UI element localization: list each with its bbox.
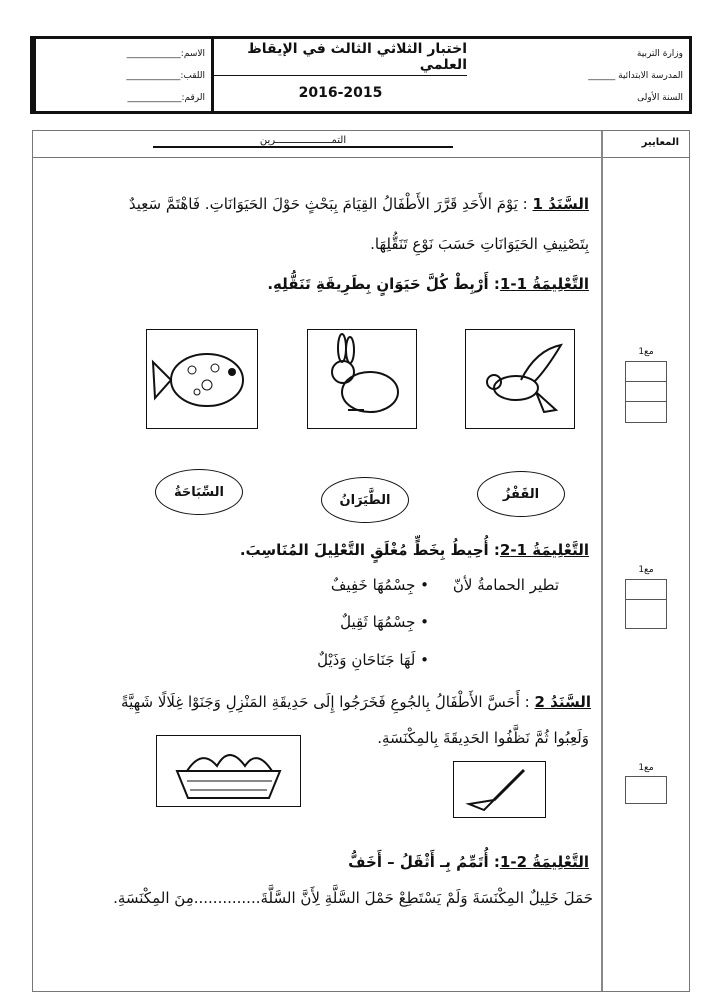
instruction-text: : أَرْبِطْ كُلَّ حَيَوَانٍ بِطَرِيقَةِ تَنَقُّلِهِ. [267,275,500,293]
exercise-table [32,130,690,992]
exam-title-block [211,39,467,111]
instruction-label: التَّعْلِيمَةُ 1-1 [499,275,589,293]
school: المدرسة الابتدائية ______ [588,71,683,81]
score-box[interactable] [625,361,667,423]
q1-text: : يَوْمَ الأَحَدِ قَرَّرَ الأَطْفَالُ القِيَامَ بِبَحْثٍ حَوْلَ الحَيَوَانَاتِ. فَاهْتَمَّ سَعِيدٌ [128,195,533,213]
q2-label: السَّنَدُ 2 [534,693,591,711]
criterion-label: مع1 [638,565,654,575]
school-year: 2016-2015 [298,85,383,102]
instruction-text: : أُتَمِّمُ بِـ أَثْقَلُ – أَخَفُّ [348,853,500,871]
instruction-label: التَّعْلِيمَةُ 2-1 [499,853,589,871]
question-stem: تطير الحمامةُ لأنّ [452,576,559,594]
dove-image [465,329,575,429]
option[interactable]: • لَهَا جَنَاحَانِ وَذَيْلٌ [317,651,429,669]
q2-text: : أَحَسَّ الأَطْفَالُ بِالجُوعِ فَخَرَجُوا إِلَى حَدِيقَةِ المَنْزِلِ وَجَنَوْا غِلَالًا شَهِيَّةً [121,693,535,711]
oval-jumping[interactable]: القَفْزُ [477,471,565,517]
fish-image [146,329,258,429]
student-info [33,39,211,111]
number-field[interactable]: الرقم:____________ [127,93,205,103]
q1-label: السَّنَدُ 1 [532,195,589,213]
q2-text-2: وَلَعِبُوا ثُمَّ نَظَّفُوا الحَدِيقَةَ بِالمِكْنَسَةِ. [377,729,589,747]
criterion-label: مع1 [638,347,654,357]
rabbit-image [307,329,417,429]
broom-image [453,761,546,818]
surname-field[interactable]: اللقب:____________ [126,71,205,81]
table-header [33,131,689,158]
score-box[interactable] [625,776,667,804]
school-info [467,39,689,111]
criteria-header: المعايير [641,137,679,148]
fill-in-sentence[interactable]: حَمَلَ خَلِيلٌ المِكْنَسَةَ وَلَمْ يَسْتَطِعْ حَمْلَ السَّلَّةِ لِأَنَّ السَّلَّةَ..............مِنَ المِكْنَسَةِ. [113,889,593,907]
option[interactable]: • جِسْمُهَا خَفِيفٌ [330,576,429,594]
oval-swimming[interactable]: السِّبَاحَةُ [155,469,243,515]
exam-title: اختبار الثلاثي الثالث في الإيقاظ العلمي [214,39,467,76]
ministry: وزارة التربية [636,49,683,59]
instruction-label: التَّعْلِيمَةُ 1-2 [499,541,589,559]
name-field[interactable]: الاسم:____________ [126,49,205,59]
exercise-header: التمـــــــــــــــــــرين [153,135,453,148]
instruction-text: : أُحِيطُ بِخَطٍّ مُغْلَقٍ التَّعْلِيلَ المُنَاسِبَ. [239,541,500,559]
criterion-label: مع1 [638,763,654,773]
score-box[interactable] [625,579,667,629]
basket-image [156,735,301,807]
criteria-column [601,131,689,991]
q1-text-2: بِتَصْنِيفِ الحَيَوَانَاتِ حَسَبَ نَوْعِ تَنَقُّلِهَا. [370,235,589,253]
oval-flying[interactable]: الطَّيَرَانُ [321,477,409,523]
exam-header [30,36,692,114]
option[interactable]: • جِسْمُهَا ثَقِيلٌ [340,613,429,631]
grade: السنة الأولى [637,93,683,103]
